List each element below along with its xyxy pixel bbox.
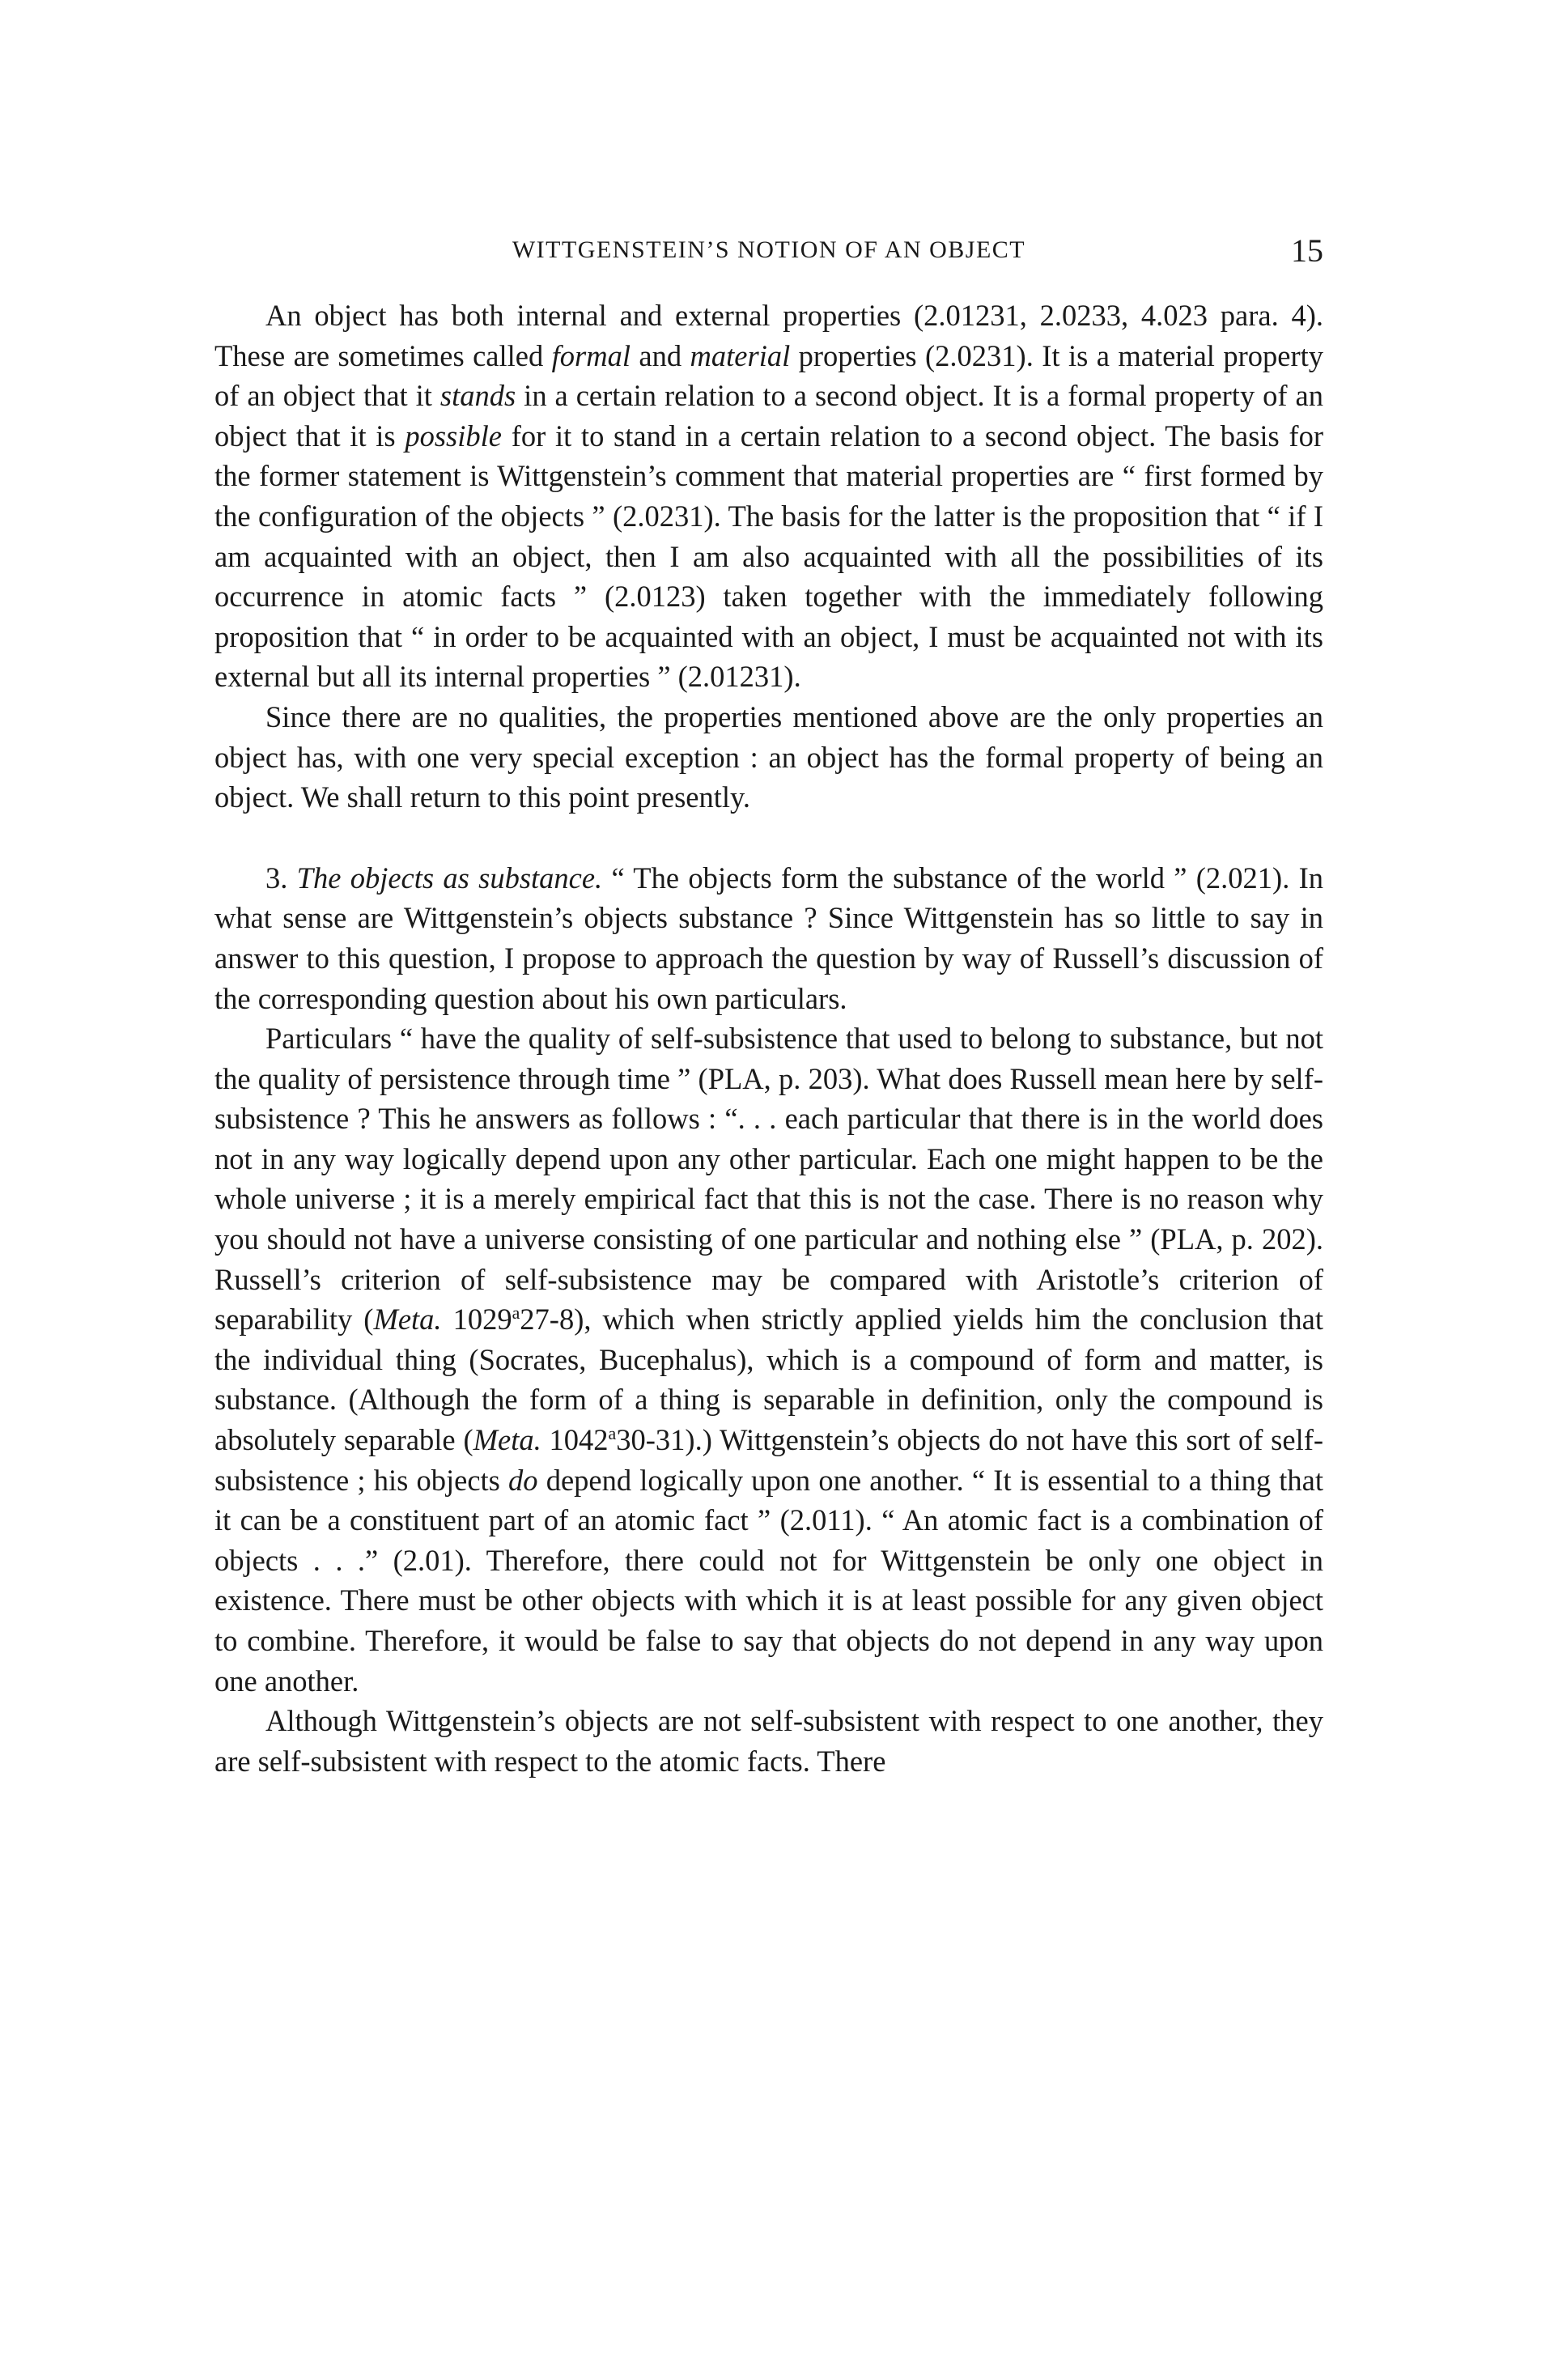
text-run: Particulars “ have the quality of self-subsistence that used to belong to substance, but not the quality of persistence through time ” (PLA, p. 203). What does Russell mean here by self-subsistence ? This he answers as follows : “. . . each particular that there is in the world does not in any way logically depend upon any other particular. Each one might happen to be the whole universe ; it is a merely empirical fact that this is not the case. There is no reason why you should not have a universe consisting of one particular and nothing else ” (PLA, p. 202). Russell’s criterion of self-subsistence may be compared with Aristotle’s criterion of separability (	[214, 1022, 1323, 1337]
page-number: 15	[1291, 232, 1323, 269]
italic-term: Meta.	[473, 1423, 541, 1457]
paragraph-substance	[214, 858, 1323, 1018]
superscript: a	[512, 1303, 520, 1324]
text-run: in a certain relation to a second object. It is a formal property of an object that it is	[214, 379, 1323, 453]
italic-term: formal	[551, 338, 631, 372]
text-run: “ The objects form the substance of the world ” (2.021). In what sense are Wittgenstein’s objects substance ? Since Wittgenstein has so little to say in answer to this question, I propose to approach the question by way of Russell’s discussion of the corresponding question about his own particulars.	[214, 861, 1324, 1015]
italic-term: material	[690, 338, 791, 372]
italic-term: Meta.	[373, 1303, 442, 1337]
italic-term: do	[508, 1463, 538, 1497]
paragraph-properties	[214, 295, 1323, 697]
text-run: 30-31).) Wittgenstein’s objects do not have this sort of self-subsistence ; his objects	[214, 1423, 1324, 1497]
text-run: for it to stand in a certain relation to a second object. The basis for the former statement is Wittgenstein’s comment that material properties are “ first formed by the configuration of the objects ” (2.0231). The basis for the latter is the proposition that “ if I am acquainted with an object, then I am also acquainted with all the possibilities of its occurrence in atomic facts ” (2.0123) taken together with the immediately following proposition that “ in order to be acquainted with an object, I must be acquainted not with its external but all its internal properties ” (2.01231).	[214, 419, 1323, 694]
paragraph-particulars	[214, 1018, 1323, 1701]
text-run: depend logically upon one another. “ It is essential to a thing that it can be a constituent part of an atomic fact ” (2.011). “ An atomic fact is a combination of objects . . .” (2.01). Therefore, there could not for Wittgenstein be only one object in existence. There must be other objects with which it is at least possible for any given object to combine. Therefore, it would be false to say that objects do not depend in any way upon one another.	[214, 1463, 1323, 1698]
body-text	[214, 295, 1323, 1781]
text-run: and	[631, 338, 690, 372]
text-run: An object has both internal and external properties (2.01231, 2.0233, 4.023 para. 4). These are sometimes called	[214, 299, 1323, 372]
text-run: properties (2.0231). It is a material property of an object that it	[214, 338, 1323, 413]
paragraph-qualities: Since there are no qualities, the properties mentioned above are the only properties an object has, with one very special exception : an object has the formal property of being an object. We shall return to this point presently.	[214, 699, 1323, 814]
section-heading: The objects as substance.	[296, 861, 603, 895]
text-run: 27-8), which when strictly applied yields him the conclusion that the individual thing (Socrates, Bucephalus), which is a compound of form and matter, is substance. (Although the form of a thing is separable in definition, only the compound is absolutely separable (	[214, 1303, 1324, 1457]
text-run: 1042	[541, 1423, 609, 1457]
text-run: 1029	[441, 1303, 512, 1337]
paragraph-self-subsistent: Although Wittgenstein’s objects are not self-subsistent with respect to one another, they are self-subsistent with respect to the atomic facts. There	[214, 1704, 1323, 1778]
running-title: WITTGENSTEIN’S NOTION OF AN OBJECT	[512, 236, 1026, 263]
section-number: 3.	[265, 861, 297, 895]
superscript: a	[608, 1422, 617, 1443]
italic-term: possible	[405, 419, 502, 453]
running-head	[214, 232, 1323, 280]
italic-term: stands	[439, 379, 516, 413]
